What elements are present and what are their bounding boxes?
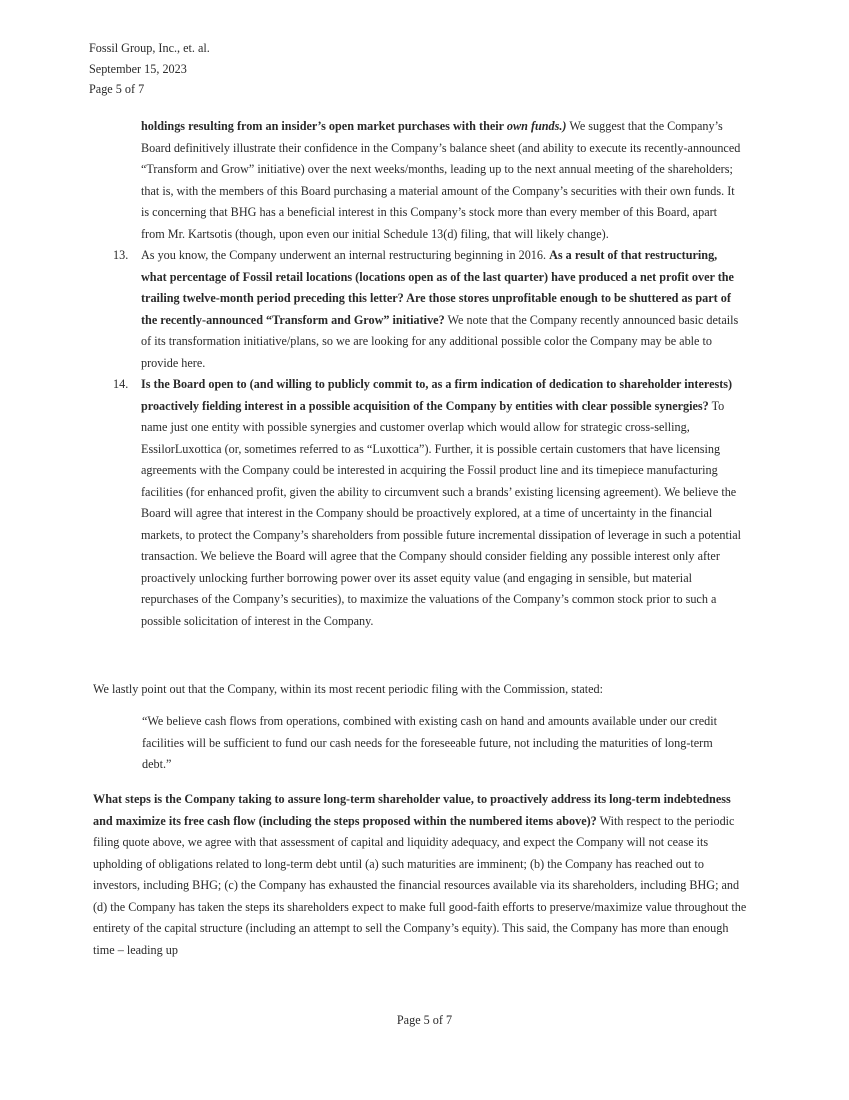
header-company: Fossil Group, Inc., et. al. <box>89 41 210 55</box>
item-13-bold: As a result of that restructuring, what percentage of Fossil retail locations (locations open as of the last quarter) have produced a net profit over the trailing twelve-month period preceding this letter? Are those stores unprofitable enough to be shuttered as part of the recently-announced “Transform and Grow” initiative? <box>141 248 734 327</box>
item-14-text: To name just one entity with possible synergies and customer overlap which would allow for strategic cross-selling, EssilorLuxottica (or, sometimes referred to as “Luxottica”). Further, it is possible certain customers that have licensing agreements with the Company could be interested in acquiring the Fossil product line and its timepiece manufacturing facilities (for enhanced profit, given the ability to circumvent such a brands’ existing licensing agreement). We believe the Board will agree that interest in the Company should be proactively explored, at a time of uncertainty in the financial markets, to protect the Company’s shareholders from possible future incremental dissipation of leverage in such a potential transaction. We believe the Board will agree that the Company should consider fielding any possible interest only after proactively unlocking further borrowing power over its asset equity value (and engaging in sensible, but material repurchases of the Company’s securities), to maximize the valuations of the Company’s common stock prior to such a possible solicitation of interest in the Company. <box>141 398 742 628</box>
item-13-lead: As you know, the Company underwent an internal restructuring beginning in 2016. <box>141 248 550 262</box>
paragraph-steps-bold: What steps is the Company taking to assure long-term shareholder value, to proactively address its long-term indebtedness and maximize its free cash flow (including the steps proposed within the numbered items above)? <box>93 792 731 828</box>
header-date: September 15, 2023 <box>89 61 187 76</box>
paragraph-steps-text: With respect to the periodic filing quote above, we agree with that assessment of capital and liquidity adequacy, and expect the Company will not cease its upholding of obligations related to long-term debt until (a) such maturities are imminent; (b) the Company has reached out to investors, including BHG; (c) the Company has exhausted the financial resources available via its shareholders, including BHG; and (d) the Company has taken the steps its shareholders expect to make full good-faith efforts to preserve/maximize value throughout the entirety of the capital structure (including an attempt to sell the Company’s equity). This said, the Company has more than enough time – leading up <box>93 813 747 957</box>
numbered-list <box>113 116 743 632</box>
item-14-bold: Is the Board open to (and willing to publicly commit to, as a firm indication of dedication to shareholder interests) proactively fielding interest in a possible acquisition of the Company by entities with clear possible synergies? <box>141 377 733 413</box>
item-13-text: We note that the Company recently announced basic details of its transformation initiative/plans, so we are looking for any additional possible color the Company may be able to provide here. <box>141 312 739 370</box>
page-header <box>89 38 210 100</box>
block-quote: “We believe cash flows from operations, combined with existing cash on hand and amounts available under our credit facilities will be sufficient to fund our cash needs for the foreseeable future, not including the maturities of long-term debt.” <box>142 714 718 771</box>
item-12-bold-italic: own funds.) <box>506 119 567 133</box>
item-12-text: We suggest that the Company’s Board definitively illustrate their confidence in the Company’s balance sheet (and ability to execute its recently-announced “Transform and Grow” initiative) over the next weeks/months, leading up to the next annual meeting of the shareholders; that is, with the members of this Board purchasing a material amount of the Company’s securities with their own funds. It is concerning that BHG has a beneficial interest in this Company’s stock more than every member of this Board, apart from Mr. Kartsotis (though, upon even our initial Schedule 13(d) filing, that will likely change). <box>141 119 741 241</box>
list-item-13 <box>113 245 743 374</box>
header-page: Page 5 of 7 <box>89 82 145 96</box>
page-footer: Page 5 of 7 <box>396 1013 453 1027</box>
list-item-14 <box>113 374 743 632</box>
paragraph-intro-quote: We lastly point out that the Company, within its most recent periodic filing with the Commission, stated: <box>93 682 604 696</box>
item-14-number: 14. <box>113 377 129 391</box>
item-12-bold: holdings resulting from an insider’s open market purchases with their <box>141 119 507 133</box>
item-13-number: 13. <box>113 248 129 262</box>
paragraph-steps <box>93 789 753 961</box>
item-12-continuation <box>141 116 743 245</box>
